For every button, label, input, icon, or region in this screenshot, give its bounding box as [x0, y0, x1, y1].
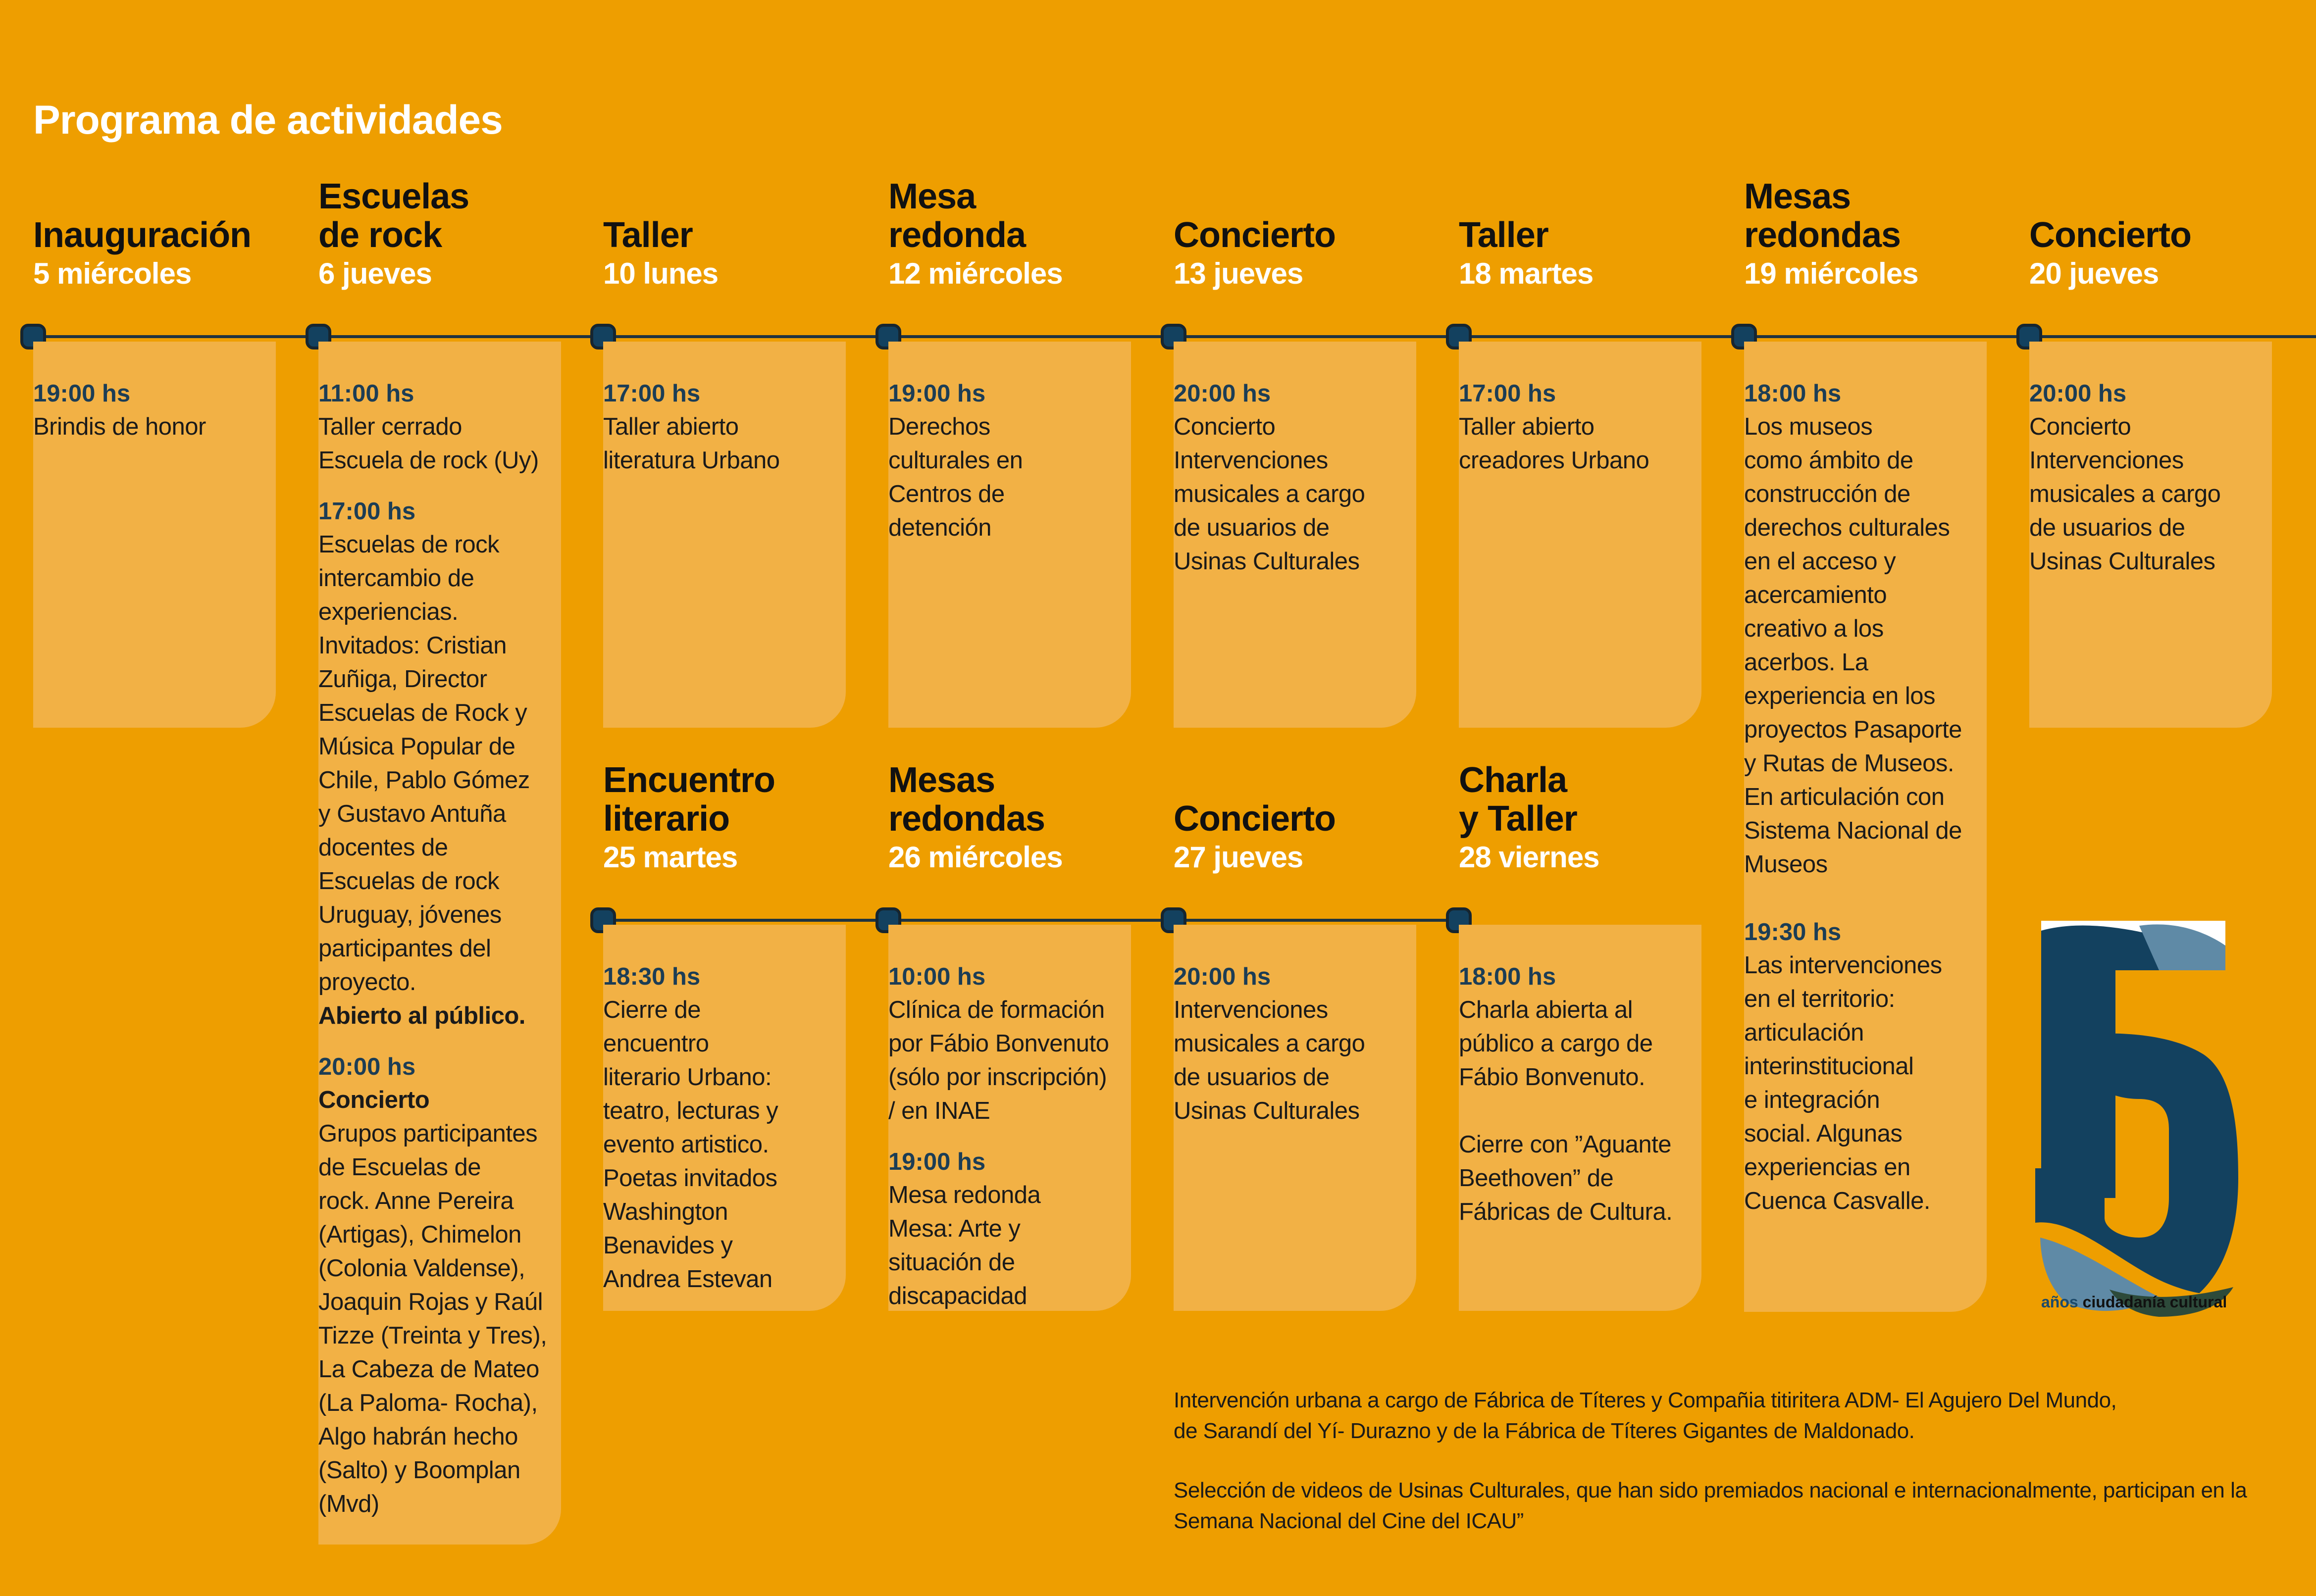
event-panel [603, 925, 846, 1311]
event-text: Charla abierta al público a cargo de Fábio Bonvenuto. Cierre con ”Aguante Beethoven” de Fábricas de Cultura. [1459, 997, 1673, 1225]
event-entry [318, 495, 561, 1033]
event-text: Cierre de encuentro literario Urbano: teatro, lecturas y evento artistico. Poetas invitados Washington Benavides y Andrea Estevan [603, 997, 778, 1293]
column-title: Charla y Taller [1459, 760, 1577, 839]
column-title: Concierto [2029, 215, 2192, 255]
event-entry [33, 377, 276, 444]
event-panel [1174, 342, 1416, 728]
event-entry [603, 377, 846, 477]
event-entry [888, 377, 1131, 545]
event-time: 17:00 hs [1459, 380, 1556, 407]
column-header [1744, 177, 2021, 293]
column-date: 10 lunes [603, 257, 719, 290]
open-to-public-label: Abierto al público. [318, 1002, 525, 1029]
event-panel [1459, 342, 1701, 728]
event-entry [888, 960, 1131, 1128]
event-panel [888, 342, 1131, 728]
column-date: 6 jueves [318, 257, 432, 290]
event-panel [1459, 925, 1701, 1311]
event-entry [318, 377, 561, 477]
column-header [1174, 799, 1451, 877]
event-entry [1459, 960, 1701, 1229]
event-text: Los museos como ámbito de construcción de derechos culturales en el acceso y acercamiento creativo a los acerbos. La experiencia en los proyectos Pasaporte y Rutas de Museos. En articulación con Sistema Nacional de Museos [1744, 413, 1962, 878]
event-time: 20:00 hs [318, 1053, 416, 1080]
event-time: 18:00 hs [1744, 380, 1842, 407]
column-header [1174, 216, 1451, 293]
column-header [603, 216, 880, 293]
event-time: 18:00 hs [1459, 963, 1556, 990]
column-date: 28 viernes [1459, 841, 1599, 874]
event-time: 11:00 hs [318, 380, 414, 407]
column-header [603, 761, 880, 877]
column-header [1459, 216, 1736, 293]
event-time: 10:00 hs [888, 963, 986, 990]
column-header [888, 177, 1166, 293]
event-entry [1174, 377, 1416, 578]
event-panel [888, 925, 1131, 1311]
event-panel [1174, 925, 1416, 1311]
column-title: Mesas redondas [1744, 177, 1901, 255]
column-date: 27 jueves [1174, 841, 1303, 874]
event-text: Derechos culturales en Centros de detención [888, 413, 1023, 541]
event-text: Taller abierto literatura Urbano [603, 413, 780, 474]
event-entry [2029, 377, 2272, 578]
column-date: 5 miércoles [33, 257, 192, 290]
event-entry [1744, 916, 1987, 1218]
event-text: Intervenciones musicales a cargo de usuarios de Usinas Culturales [1174, 997, 1365, 1124]
event-text: Grupos participantes de Escuelas de rock. Anne Pereira (Artigas), Chimelon (Colonia Valdense), Joaquin Rojas y Raúl Tizze (Treinta y Tres), La Cabeza de Mateo (La Paloma- Rocha), Algo habrán hecho (Salto) y Boomplan (Mvd) [318, 1120, 547, 1517]
event-entry [1459, 377, 1701, 477]
column-date: 26 miércoles [888, 841, 1063, 874]
event-entry [603, 960, 846, 1296]
event-panel [1744, 342, 1987, 1312]
event-heading: Concierto [318, 1087, 430, 1113]
event-panel [2029, 342, 2272, 728]
column-title: Mesas redondas [888, 760, 1045, 839]
event-text: Las intervenciones en el territorio: articulación interinstitucional e integración social. Algunas experiencias en Cuenca Casvalle. [1744, 952, 1942, 1214]
event-entry [318, 1050, 561, 1521]
event-time: 19:00 hs [33, 380, 131, 407]
column-title: Encuentro literario [603, 760, 775, 839]
column-date: 20 jueves [2029, 257, 2159, 290]
event-panel [318, 342, 561, 1545]
event-time: 19:00 hs [888, 380, 986, 407]
column-title: Concierto [1174, 799, 1336, 839]
timeline-row-2 [603, 919, 1460, 922]
column-title: Inauguración [33, 215, 252, 255]
event-entry [888, 1146, 1131, 1313]
event-time: 20:00 hs [1174, 380, 1271, 407]
logo-tagline [2041, 1293, 2227, 1311]
column-header [2029, 216, 2307, 293]
event-time: 19:00 hs [888, 1148, 986, 1175]
event-highlight [318, 999, 561, 1033]
event-time: 20:00 hs [2029, 380, 2127, 407]
event-text: Concierto Intervenciones musicales a cargo de usuarios de Usinas Culturales [2029, 413, 2221, 575]
event-text: Brindis de honor [33, 413, 206, 440]
event-panel [603, 342, 846, 728]
column-title: Escuelas de rock [318, 177, 469, 255]
logo-tag-text: ciudadanía cultural [2082, 1293, 2227, 1311]
footer-note-2: Selección de videos de Usinas Culturales, que han sido premiados nacional e internacionalmente, participan en la Semana Nacional del Cine del ICAU” [1174, 1478, 2247, 1533]
event-time: 17:00 hs [318, 498, 416, 525]
footer-note-1: Intervención urbana a cargo de Fábrica de Títeres y Compañia titiritera ADM- El Agujero Del Mundo, de Sarandí del Yí- Durazno y de la Fábrica de Títeres Gigantes de Maldonado. [1174, 1388, 2117, 1443]
event-time: 18:30 hs [603, 963, 701, 990]
event-time: 20:00 hs [1174, 963, 1271, 990]
column-date: 18 martes [1459, 257, 1594, 290]
event-text: Mesa redonda Mesa: Arte y situación de discapacidad [888, 1182, 1041, 1309]
column-header [888, 761, 1166, 877]
column-header [1459, 761, 1736, 877]
column-title: Taller [603, 215, 693, 255]
column-title: Taller [1459, 215, 1548, 255]
column-header [318, 177, 596, 293]
event-time: 19:30 hs [1744, 919, 1842, 946]
event-heading-wrap [318, 1083, 561, 1117]
column-date: 12 miércoles [888, 257, 1063, 290]
event-text: Taller cerrado Escuela de rock (Uy) [318, 413, 539, 474]
column-title: Mesa redonda [888, 177, 1026, 255]
event-panel [33, 342, 276, 728]
five-years-logo [2035, 921, 2243, 1327]
event-text: Clínica de formación por Fábio Bonvenuto (sólo por inscripción) / en INAE [888, 997, 1109, 1124]
column-date: 13 jueves [1174, 257, 1303, 290]
event-entry [1174, 960, 1416, 1128]
column-date: 25 martes [603, 841, 738, 874]
logo-tag-years: años [2041, 1293, 2078, 1311]
column-title: Concierto [1174, 215, 1336, 255]
event-text: Taller abierto creadores Urbano [1459, 413, 1649, 474]
event-time: 17:00 hs [603, 380, 701, 407]
event-text: Escuelas de rock intercambio de experiencias. Invitados: Cristian Zuñiga, Director Escuelas de Rock y Música Popular de Chile, Pablo Gómez y Gustavo Antuña docentes de Escuelas de rock Uruguay, jóvenes participantes del proyecto. [318, 531, 530, 996]
column-header [33, 216, 310, 293]
column-date: 19 miércoles [1744, 257, 1918, 290]
page-title: Programa de actividades [33, 98, 503, 143]
event-entry [1744, 377, 1987, 881]
event-text: Concierto Intervenciones musicales a cargo de usuarios de Usinas Culturales [1174, 413, 1365, 575]
